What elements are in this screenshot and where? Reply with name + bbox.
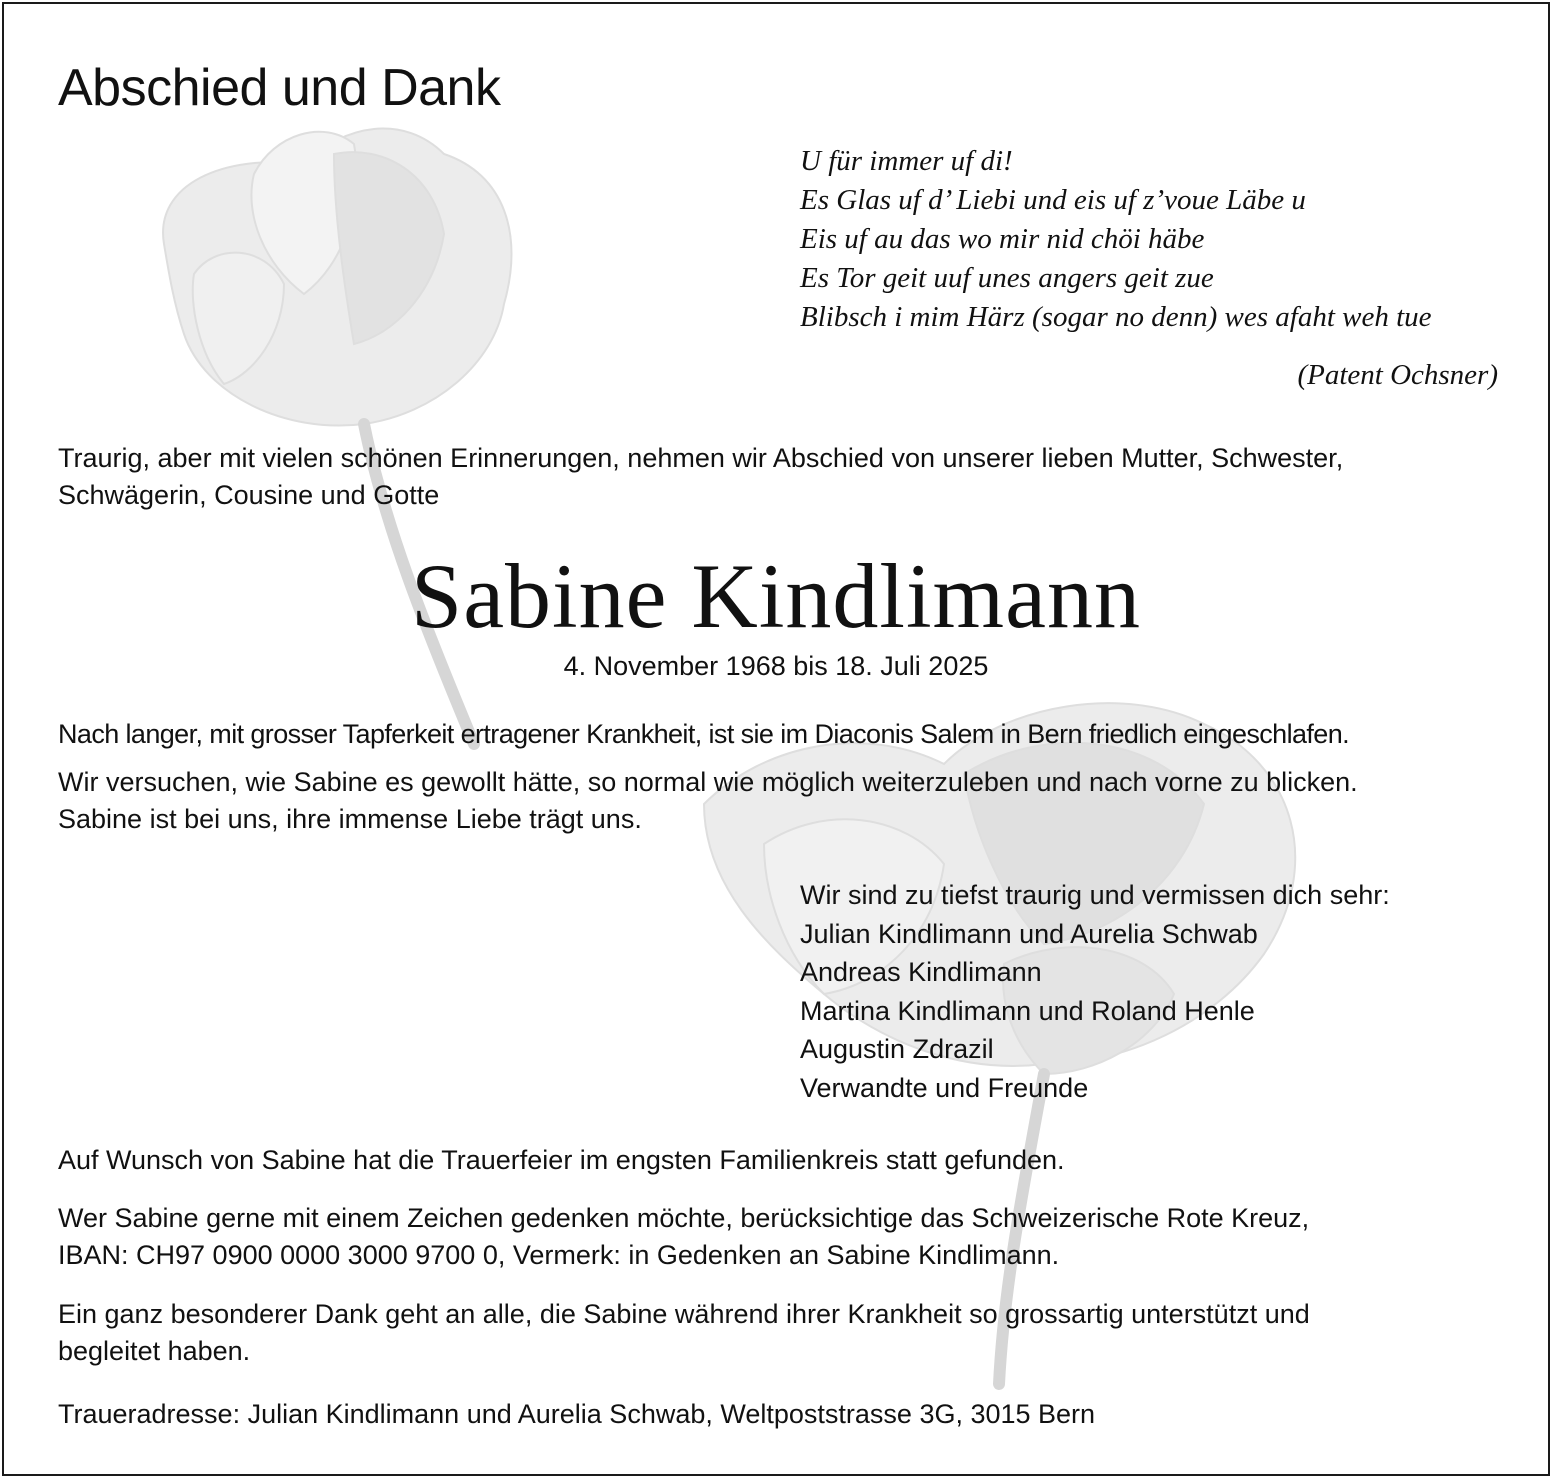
mourner-name: Augustin Zdrazil [800, 1034, 994, 1064]
continue-paragraph [58, 764, 1500, 838]
poem-line: U für immer uf di! [800, 145, 1013, 177]
mourner-name: Verwandte und Freunde [800, 1072, 1089, 1103]
poem-line: Es Glas uf d’ Liebi und eis uf z’voue Läbe u [800, 184, 1306, 216]
life-dates: 4. November 1968 bis 18. Juli 2025 [563, 651, 989, 681]
thanks-line: begleitet haben. [58, 1336, 251, 1366]
poem-credit: (Patent Ochsner) [1297, 359, 1498, 391]
poem-line: Es Tor geit uuf unes angers geit zue [800, 262, 1214, 294]
continue-line: Sabine ist bei uns, ihre immense Liebe trägt uns. [58, 804, 642, 834]
notice-heading: Abschied und Dank [58, 59, 501, 117]
mourners-intro: Wir sind zu tiefst traurig und vermissen dich sehr: [800, 880, 1390, 910]
intro-paragraph [58, 440, 1500, 514]
ceremony-paragraph: Auf Wunsch von Sabine hat die Trauerfeier im engsten Familienkreis statt gefunden. [58, 1145, 1065, 1175]
poem-line: Blibsch i mim Härz (sogar no denn) wes afaht weh tue [800, 301, 1432, 333]
donation-paragraph [58, 1200, 1500, 1274]
donation-line: IBAN: CH97 0900 0000 3000 9700 0, Vermerk: in Gedenken an Sabine Kindlimann. [58, 1240, 1060, 1270]
thanks-line: Ein ganz besonderer Dank geht an alle, die Sabine während ihrer Krankheit so grossartig unterstützt und [58, 1299, 1310, 1329]
poem [800, 142, 1432, 337]
continue-line: Wir versuchen, wie Sabine es gewollt hätte, so normal wie möglich weiterzuleben und nach vorne zu blicken. [58, 767, 1358, 797]
mourner-name: Julian Kindlimann und Aurelia Schwab [800, 918, 1258, 949]
mourners-list [800, 876, 1390, 1107]
thanks-paragraph [58, 1296, 1500, 1370]
obituary-notice [2, 2, 1550, 1476]
poem-line: Eis uf au das wo mir nid chöi häbe [800, 223, 1205, 255]
donation-line: Wer Sabine gerne mit einem Zeichen gedenken möchte, berücksichtige das Schweizerische Rote Kreuz, [58, 1203, 1310, 1233]
intro-line: Traurig, aber mit vielen schönen Erinnerungen, nehmen wir Abschied von unserer lieben Mutter, Schwester, [58, 443, 1344, 473]
illness-paragraph: Nach langer, mit grosser Tapferkeit ertragener Krankheit, ist sie im Diaconis Salem in Bern friedlich eingeschlafen. [58, 719, 1350, 749]
deceased-name: Sabine Kindlimann [411, 545, 1141, 647]
mourner-name: Andreas Kindlimann [800, 957, 1042, 987]
mourning-address: Traueradresse: Julian Kindlimann und Aurelia Schwab, Weltpoststrasse 3G, 3015 Bern [58, 1399, 1096, 1429]
intro-line: Schwägerin, Cousine und Gotte [58, 480, 440, 510]
mourner-name: Martina Kindlimann und Roland Henle [800, 995, 1255, 1026]
